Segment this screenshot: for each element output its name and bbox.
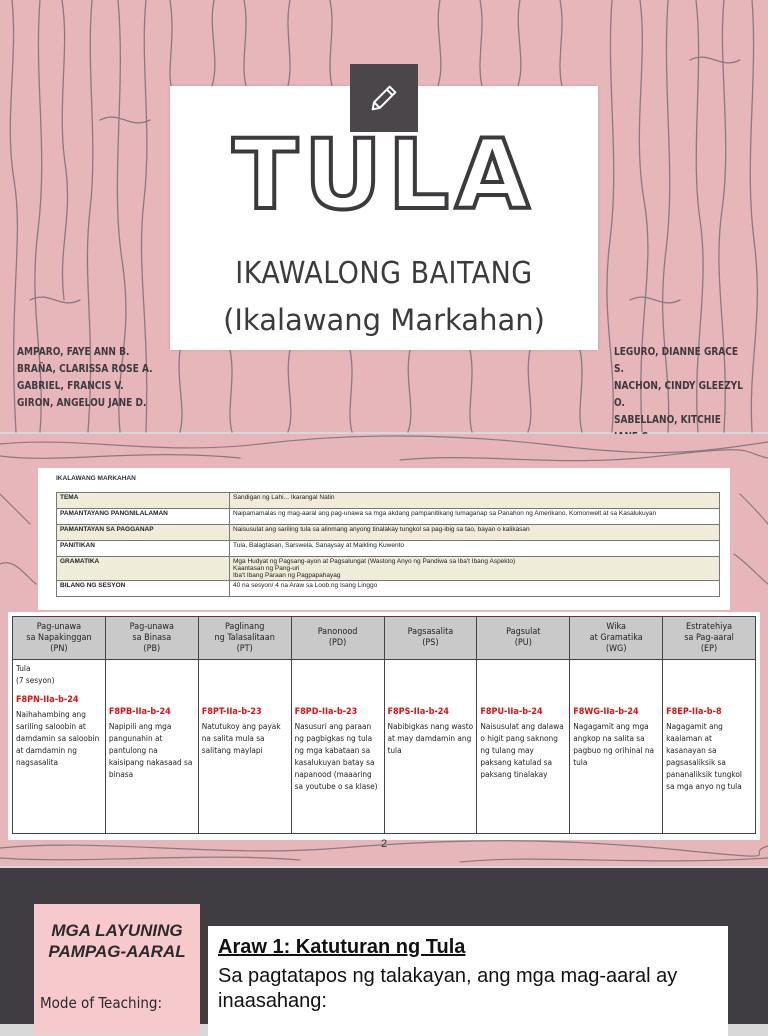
title-slide	[0, 0, 768, 432]
main-title: TULA	[232, 119, 536, 231]
competency-text: Napipili ang mga pangunahin at pantulong na kaisipang nakasaad sa binasa	[108, 721, 193, 779]
competency-text: Naihahambing ang sariling saloobin at damdamin sa saloobin at damdamin ng nagsasalita	[16, 709, 100, 767]
competency-code: F8PB-IIa-b-24	[108, 707, 171, 717]
competency-code: F8WG-IIa-b-24	[573, 707, 639, 717]
lesson-label: Tula (7 sesyon)	[16, 663, 55, 685]
quarter-overview-card	[38, 468, 730, 610]
author-name: LEGURO, DIANNE GRACE S.	[614, 346, 739, 375]
author-name: NACHON, CINDY GLEEZYL O.	[614, 380, 743, 409]
competency-table-card	[8, 612, 760, 840]
table-row	[57, 525, 720, 541]
column-header: Pagsulat (PU)	[477, 617, 570, 660]
table-header-row	[13, 617, 756, 660]
author-name: BRAÑA, CLARISSA ROSE A.	[17, 363, 153, 375]
competency-code: F8PU-IIa-b-24	[480, 707, 543, 717]
overview-table	[56, 492, 720, 597]
author-name: GABRIEL, FRANCIS V.	[17, 380, 124, 392]
authors-left	[17, 344, 153, 412]
column-header: Pag-unawa sa Binasa (PB)	[105, 617, 198, 660]
competency-cell	[570, 660, 663, 834]
quarter-header: IKALAWANG MARKAHAN	[56, 475, 136, 482]
table-row	[13, 660, 756, 834]
column-header: Panonood (PD)	[291, 617, 384, 660]
table-row	[57, 493, 720, 509]
objectives-title: MGA LAYUNING PAMPAG-AARAL	[48, 921, 186, 961]
row-label: BILANG NG SESYON	[57, 581, 230, 597]
table-row	[57, 581, 720, 597]
competency-text: Nabibigkas nang wasto at may damdamin ang tula	[387, 721, 474, 755]
row-label: TEMA	[57, 493, 230, 509]
column-header: Paglinang ng Talasalitaan (PT)	[198, 617, 291, 660]
row-label: GRAMATIKA	[57, 557, 230, 581]
competency-cell	[198, 660, 291, 834]
grade-subtitle: IKAWALONG BAITANG	[235, 256, 533, 291]
author-name: GIRON, ANGELOU JANE D.	[17, 397, 147, 409]
competency-code: F8EP-IIa-b-8	[666, 707, 722, 717]
row-value: Sandigan ng Lahi... Ikarangal Natin	[230, 493, 720, 509]
row-value: Mga Hudyat ng Pagsang-ayon at Pagsalungat (Wastong Anyo ng Pandiwa sa Iba't Ibang Aspekto) Kaantasan ng Pang-uri Iba't Ibang Paraan ng Pagpapahayag	[230, 557, 720, 581]
row-value: Naisusulat ang sariling tula sa alinmang anyong tinalakay tungkol sa pag-ibig sa tao, bayan o kalikasan	[230, 525, 720, 541]
competency-cell	[105, 660, 198, 834]
objectives-panel	[34, 904, 200, 1034]
pencil-icon	[367, 81, 401, 115]
column-header: Estratehiya sa Pag-aaral (EP)	[663, 617, 756, 660]
competency-text: Naisusulat ang dalawa o higit pang saknong ng tulang may paksang katulad sa paksang tinalakay	[480, 721, 564, 779]
day-one-card	[208, 926, 728, 1036]
row-value: Naipamamalas ng mag-aaral ang pag-unawa sa mga akdang pampanitikang lumaganap sa Panahon ng Amerikano, Komonwelt at sa Kasalukuyan	[230, 509, 720, 525]
author-name: AMPARO, FAYE ANN B.	[17, 346, 130, 358]
competency-text: Natutukoy ang payak na salita mula sa salitang maylapi	[201, 721, 281, 755]
column-header: Pagsasalita (PS)	[384, 617, 477, 660]
row-label: PAMANTAYAN SA PAGGANAP	[57, 525, 230, 541]
author-name: SABELLANO, KITCHIE	[614, 414, 721, 426]
column-header: Wika at Gramatika (WG)	[570, 617, 663, 660]
competency-cell	[477, 660, 570, 834]
mode-of-teaching-label: Mode of Teaching:	[40, 994, 163, 1012]
column-header: Pag-unawa sa Napakinggan (PN)	[13, 617, 106, 660]
competency-code: F8PS-IIa-b-24	[387, 707, 450, 717]
competency-cell	[291, 660, 384, 834]
competency-cell	[663, 660, 756, 834]
day-title: Araw 1: Katuturan ng Tula	[218, 936, 466, 958]
objectives-slide	[0, 868, 768, 1024]
table-row	[57, 541, 720, 557]
page-number: 2	[380, 838, 388, 850]
competency-text: Nasusuri ang paraan ng pagbigkas ng tula ng mga kabataan sa kasalukuyan batay sa napanood (maaaring sa youtube o sa klase)	[294, 721, 378, 791]
competency-code: F8PD-IIa-b-23	[294, 707, 358, 717]
curriculum-slide	[0, 434, 768, 866]
quarter-subtitle: (Ikalawang Markahan)	[223, 303, 545, 337]
row-label: PANITIKAN	[57, 541, 230, 557]
competency-text: Nagagamit ang kaalaman at kasanayan sa pagsasaliksik sa pananaliksik tungkol sa mga anyo ng tula	[666, 721, 742, 791]
row-label: PAMANTAYANG PANGNILALAMAN	[57, 509, 230, 525]
table-row	[57, 509, 720, 525]
competency-code: F8PN-IIa-b-24	[16, 695, 79, 705]
row-value: Tula, Balagtasan, Sarswela, Sanaysay at Maikling Kuwento	[230, 541, 720, 557]
authors-right	[614, 344, 746, 446]
competency-code: F8PT-IIa-b-23	[201, 707, 262, 717]
table-row	[57, 557, 720, 581]
row-value: 40 na sesyon/ 4 na Araw sa Loob ng Isang Linggo	[230, 581, 720, 597]
competency-text: Nagagamit ang mga angkop na salita sa pagbuo ng orihinal na tula	[573, 721, 655, 767]
competency-cell	[384, 660, 477, 834]
day-description: Sa pagtatapos ng talakayan, ang mga mag-aaral ay inaasahang:	[218, 965, 678, 1012]
competency-cell	[13, 660, 106, 834]
competency-table	[12, 616, 756, 834]
